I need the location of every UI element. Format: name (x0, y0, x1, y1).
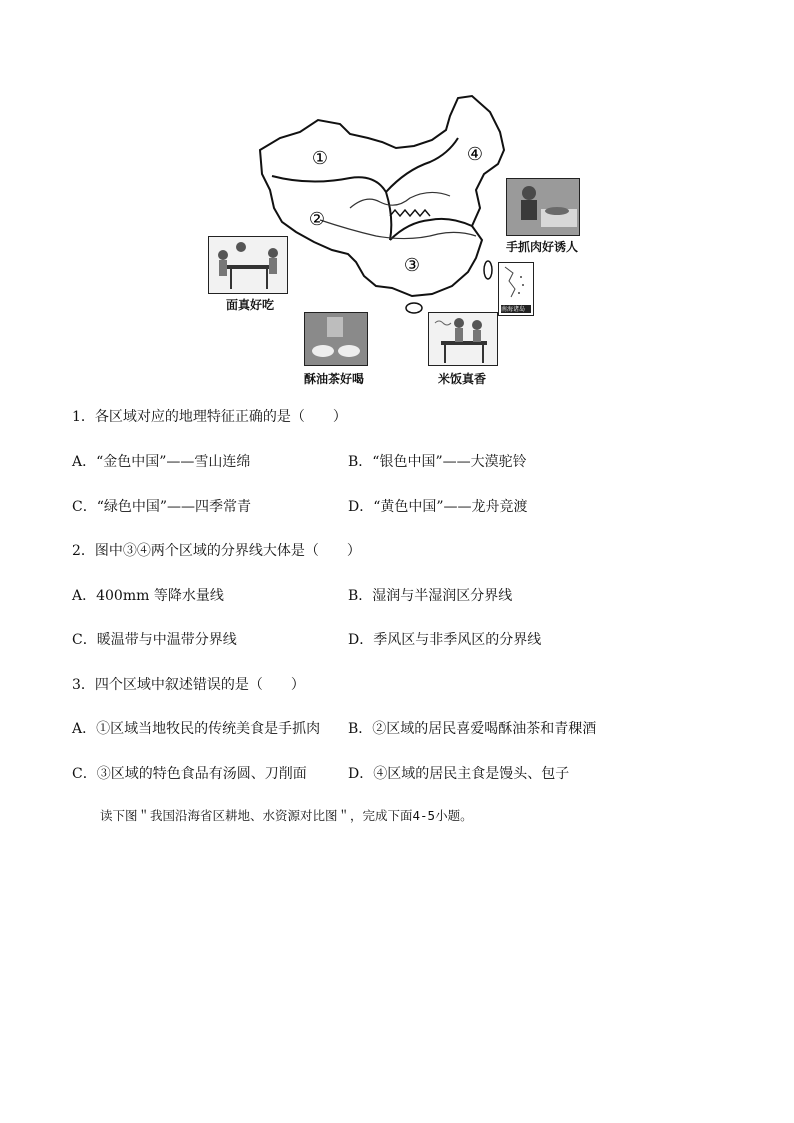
caption-noodles: 面真好吃 (226, 298, 275, 312)
question-3-option-c: C．③区域的特色食品有汤圆、刀削面 (72, 766, 307, 782)
photo-rice (428, 312, 498, 366)
south-china-sea-inset (498, 262, 534, 316)
caption-butter-tea: 酥油茶好喝 (304, 372, 365, 386)
question-1-option-d: D．“黄色中国”——龙舟竞渡 (348, 499, 528, 515)
caption-rice: 米饭真香 (438, 372, 487, 386)
question-1-option-a: A．“金色中国”——雪山连绵 (72, 454, 251, 470)
person-eating-icon (507, 179, 579, 235)
hainan-island (406, 303, 422, 313)
questions-4-5-intro: 读下图＂我国沿海省区耕地、水资源对比图＂，完成下面4-5小题。 (100, 808, 473, 823)
question-2-stem: 2．图中③④两个区域的分界线大体是（ ） (72, 543, 361, 559)
question-1-stem: 1．各区域对应的地理特征正确的是（ ） (72, 409, 347, 425)
question-1-option-b: B．“银色中国”——大漠驼铃 (348, 454, 527, 470)
rice-dining-icon (429, 313, 497, 365)
photo-butter-tea (304, 312, 368, 366)
question-3-stem: 3．四个区域中叙述错误的是（ ） (72, 677, 305, 693)
question-2-option-a: A．400mm 等降水量线 (72, 588, 224, 604)
question-1-option-c: C．“绿色中国”——四季常青 (72, 499, 252, 515)
family-dining-icon (209, 237, 287, 293)
china-outline (260, 96, 504, 296)
region-label-1: ① (311, 148, 329, 169)
photo-noodles (208, 236, 288, 294)
tea-bowls-icon (305, 313, 367, 365)
region-label-4: ④ (466, 144, 484, 165)
question-2-option-d: D．季风区与非季风区的分界线 (348, 632, 542, 648)
inset-label: 南海诸岛 (501, 306, 526, 313)
question-3-option-b: B．②区域的居民喜爱喝酥油茶和青稞酒 (348, 721, 597, 737)
region-label-3: ③ (403, 255, 421, 276)
caption-hand-meat: 手抓肉好诱人 (506, 240, 579, 254)
taiwan-island (484, 261, 492, 279)
question-2-option-c: C．暖温带与中温带分界线 (72, 632, 237, 648)
region-label-2: ② (308, 209, 326, 230)
question-3-option-d: D．④区域的居民主食是馒头、包子 (348, 766, 570, 782)
question-2-option-b: B．湿润与半湿润区分界线 (348, 588, 513, 604)
photo-hand-meat (506, 178, 580, 236)
china-food-map-figure (200, 90, 600, 390)
question-3-option-a: A．①区域当地牧民的传统美食是手抓肉 (72, 721, 321, 737)
